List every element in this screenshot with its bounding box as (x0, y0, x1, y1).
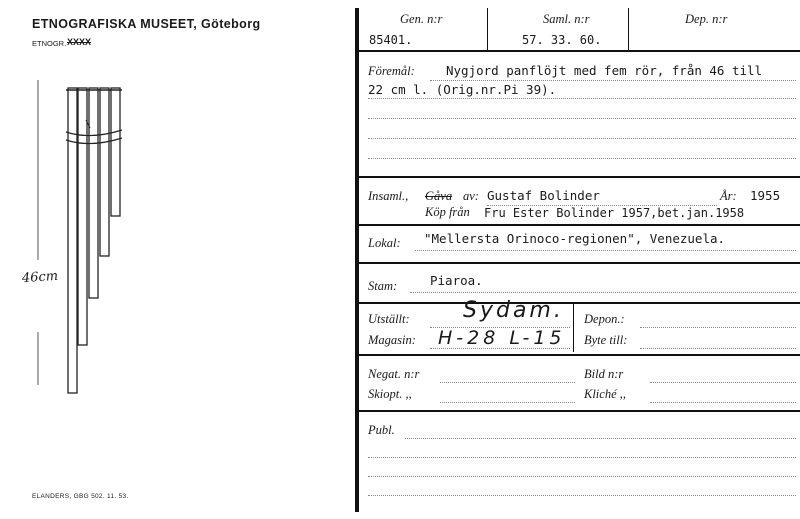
scale-note: 46cm (21, 268, 59, 287)
stam-label: Stam: (368, 279, 398, 293)
utstallt-value: Sydam. (463, 298, 564, 323)
pipe-2 (78, 88, 87, 345)
kop-value: Fru Ester Bolinder 1957,bet.jan.1958 (484, 206, 745, 220)
negat-label: Negat. n:r (368, 367, 420, 381)
utstallt-label: Utställt: (368, 312, 410, 326)
stam-value: Piaroa. (430, 273, 483, 288)
lokal-value: "Mellersta Orinoco-regionen", Venezuela. (424, 231, 726, 246)
pipe-3 (89, 88, 98, 298)
pipe-5 (111, 88, 120, 216)
foremal-line2: 22 cm l. (Orig.nr.Pi 39). (368, 82, 557, 97)
etnogr-label: ETNOGR. (32, 39, 67, 48)
gen-number: 85401. (369, 33, 413, 47)
ar-label: År: (720, 189, 737, 203)
kop-label: Köp från (425, 205, 470, 219)
lokal-label: Lokal: (368, 236, 401, 250)
byte-label: Byte till: (584, 333, 628, 347)
printer-note: ELANDERS, GBG 502. 11. 53. (32, 493, 129, 500)
foremal-label: Föremål: (368, 64, 415, 78)
main-vertical-rule (355, 8, 359, 512)
collector: Gustaf Bolinder (487, 188, 600, 203)
bild-label: Bild n:r (584, 367, 624, 381)
struck-code: XXXX (67, 37, 92, 47)
dep-label: Dep. n:r (685, 12, 728, 26)
pipe-binding-lower (66, 138, 122, 144)
gava-struck: Gåva (425, 189, 453, 203)
saml-label: Saml. n:r (543, 12, 590, 26)
magasin-label: Magasin: (368, 333, 416, 347)
publ-label: Publ. (368, 423, 395, 437)
pipe-4 (100, 88, 109, 256)
foremal-line1: Nygjord panflöjt med fem rör, från 46 till (446, 63, 763, 78)
panpipe-drawing (30, 80, 140, 400)
magasin-value: H-28 L-15 (438, 327, 566, 349)
skiopt-label: Skiopt. ,, (368, 387, 412, 401)
gen-label: Gen. n:r (400, 12, 443, 26)
year: 1955 (750, 188, 781, 203)
pipe-binding-upper (66, 130, 122, 136)
depon-label: Depon.: (584, 312, 625, 326)
av-label: av: (463, 189, 479, 203)
insaml-label: Insaml., (368, 189, 409, 203)
saml-number: 57. 33. 60. (522, 33, 602, 47)
museum-heading: ETNOGRAFISKA MUSEET, Göteborg (32, 17, 261, 31)
kliche-label: Kliché ,, (584, 387, 627, 401)
